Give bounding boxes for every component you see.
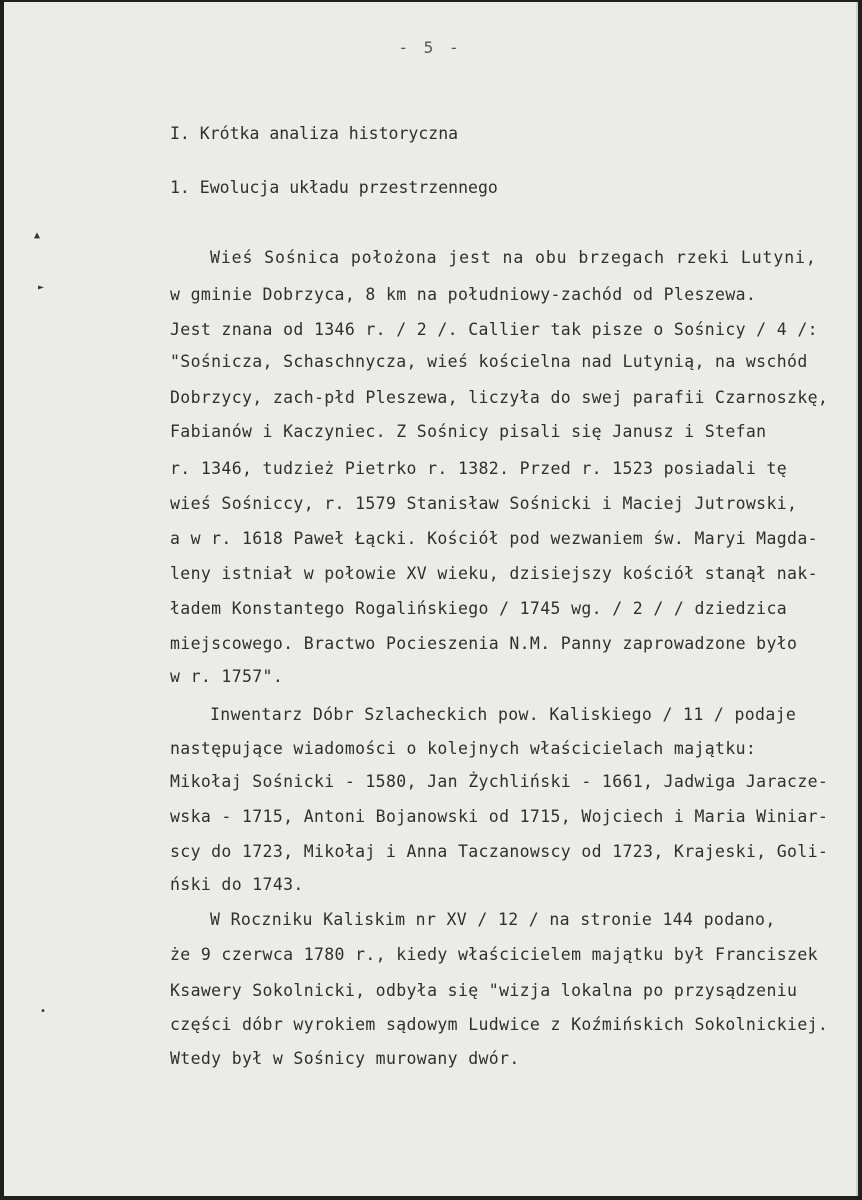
text-line: miejscowego. Bractwo Pocieszenia N.M. Panny zaprowadzone było (170, 634, 798, 653)
text-line: ński do 1743. (170, 875, 304, 894)
text-line: części dóbr wyrokiem sądowym Ludwice z Koźmińskich Sokolnickiej. (170, 1015, 829, 1034)
text-line: Fabianów i Kaczyniec. Z Sośnicy pisali się Janusz i Stefan (170, 422, 767, 441)
text-line: "Sośnicza, Schaschnycza, wieś kościelna nad Lutynią, na wschód (170, 352, 808, 371)
text-line: Jest znana od 1346 r. / 2 /. Callier tak pisze o Sośnicy / 4 /: (170, 320, 818, 339)
margin-mark: • (40, 1006, 47, 1017)
text-line: r. 1346, tudzież Pietrko r. 1382. Przed r. 1523 posiadali tę (170, 459, 788, 478)
text-line: leny istniał w połowie XV wieku, dzisiejszy kościół stanął nak- (170, 564, 818, 583)
text-line: scy do 1723, Mikołaj i Anna Taczanowscy od 1723, Krajeski, Goli- (170, 842, 829, 861)
text-line: w r. 1757". (170, 667, 284, 686)
margin-mark: ▲ (34, 230, 41, 241)
text-line: Ksawery Sokolnicki, odbyła się "wizja lokalna po przysądzeniu (170, 981, 798, 1000)
text-line: Mikołaj Sośnicki - 1580, Jan Żychliński - 1661, Jadwiga Jaracze- (170, 772, 829, 791)
page-number: - 5 - (398, 38, 462, 57)
text-line: Dobrzycy, zach-płd Pleszewa, liczyła do swej parafii Czarnoszkę, (170, 388, 829, 407)
text-line: a w r. 1618 Paweł Łącki. Kościół pod wezwaniem św. Maryi Magda- (170, 529, 818, 548)
text-line: Inwentarz Dóbr Szlacheckich pow. Kaliskiego / 11 / podaje (210, 705, 797, 724)
text-line: następujące wiadomości o kolejnych właścicielach majątku: (170, 739, 757, 758)
text-line: ładem Konstantego Rogalińskiego / 1745 wg. / 2 / / dziedzica (170, 599, 788, 618)
document-page (4, 2, 858, 1196)
text-line: W Roczniku Kaliskim nr XV / 12 / na stronie 144 podano, (210, 910, 776, 929)
text-line: wieś Sośniccy, r. 1579 Stanisław Sośnicki i Maciej Jutrowski, (170, 494, 798, 513)
text-line: Wieś Sośnica położona jest na obu brzegach rzeki Lutyni, (210, 248, 817, 267)
subsection-heading: 1. Ewolucja układu przestrzennego (170, 178, 498, 197)
text-line: że 9 czerwca 1780 r., kiedy właścicielem majątku był Franciszek (170, 945, 818, 964)
text-line: Wtedy był w Sośnicy murowany dwór. (170, 1049, 520, 1068)
text-line: w gminie Dobrzyca, 8 km na południowy-zachód od Pleszewa. (170, 285, 757, 304)
margin-mark: ► (38, 282, 45, 293)
text-line: wska - 1715, Antoni Bojanowski od 1715, Wojciech i Maria Winiar- (170, 807, 829, 826)
section-heading: I. Krótka analiza historyczna (170, 124, 459, 143)
